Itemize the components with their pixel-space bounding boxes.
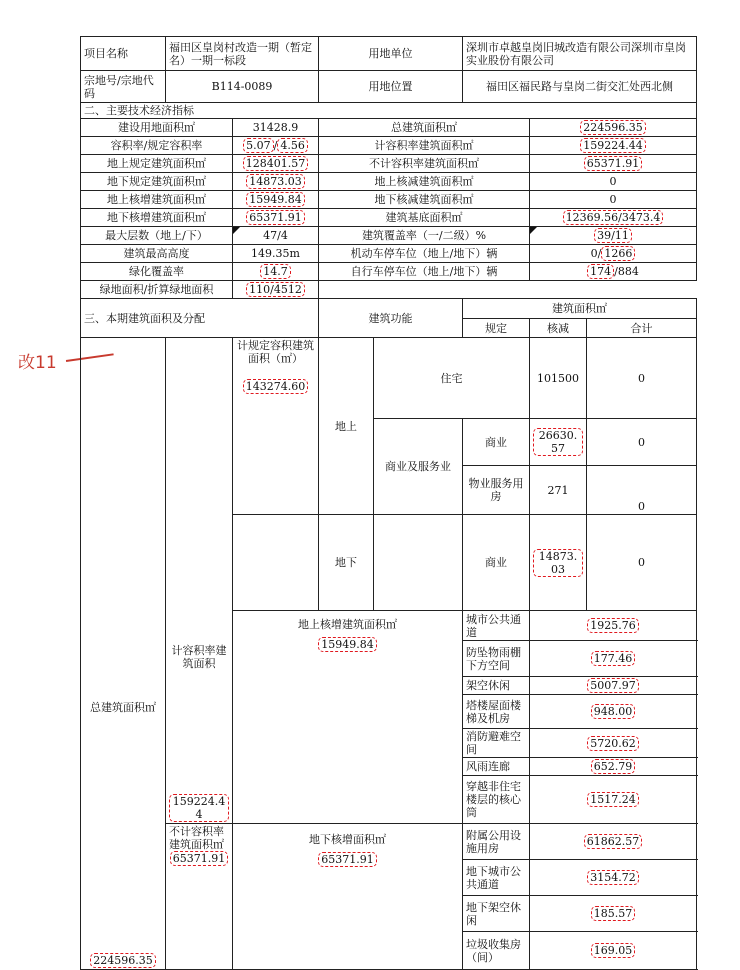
indicator-value: 174 /884 [530,263,697,281]
planned-col-header: 规定 [463,319,530,338]
indicator-key: 建筑基底面积㎡ [319,209,530,227]
indicator-key: 地下核减建筑面积㎡ [319,191,530,209]
indicator-value: 31428.9 [233,119,319,137]
indicator-value: 65371.91 [530,155,697,173]
above-item-name: 塔楼屋面楼梯及机房 [463,695,530,729]
indicator-value: 149.35m [233,245,319,263]
below-item-name: 附属公用设施用房 [463,824,530,860]
indicator-value: 14.7 [233,263,319,281]
property-label: 物业服务用房 [463,466,530,515]
indicator-key: 绿地面积/折算绿地面积 [81,281,233,299]
indicator-value: 39/11 [530,227,697,245]
total-area-cell: 总建筑面积㎡ 224596.35 [81,338,166,970]
total-col-header: 合计 [587,319,697,338]
above-increase-cell: 地上核增建筑面积㎡ 15949.84 [233,611,463,824]
indicator-key: 建设用地面积㎡ [81,119,233,137]
land-unit-label: 用地单位 [319,37,463,71]
residential-planned: 101500 [530,338,587,419]
indicator-key: 建筑最高高度 [81,245,233,263]
reduce-col-header: 核减 [530,319,587,338]
residential-label: 住宅 [374,338,530,419]
below-item-name: 地下城市公共通道 [463,860,530,896]
above-item-name: 防坠物雨棚下方空间 [463,641,530,677]
below-item-value: 185.57 [530,896,697,932]
above-item-value: 652.79 [530,758,697,776]
indicator-value: 12369.56/3473.4 [530,209,697,227]
below-item-name: 垃圾收集房（间） [463,932,530,970]
indicator-value: 159224.44 [530,137,697,155]
below-commercial-reduce: 0 [587,515,697,611]
commercial-label: 商业 [463,419,530,466]
blank-cell [319,281,697,299]
indicator-form [80,36,696,970]
indicator-table [80,36,697,970]
commercial-planned: 26630.57 [530,419,587,466]
land-unit-value: 深圳市卓越皇岗旧城改造有限公司深圳市皇岗实业股份有限公司 [463,37,697,71]
indicator-value: 224596.35 [530,119,697,137]
section2-title: 二、主要技术经济指标 [81,103,697,119]
indicator-value: 14873.03 [233,173,319,191]
location-label: 用地位置 [319,71,463,103]
indicator-value: 0/ 1266 [530,245,697,263]
project-name-label: 项目名称 [81,37,166,71]
indicator-key: 建筑覆盖率（一/二级）% [319,227,530,245]
above-item-name: 风雨连廊 [463,758,530,776]
property-planned: 271 [530,466,587,515]
above-ground-label: 地上 [319,338,374,515]
below-commercial-label: 商业 [463,515,530,611]
above-item-value: 1925.76 [530,611,697,641]
uncounted-area-cell: 不计容积率建筑面积㎡ 65371.91 [166,824,233,970]
indicator-key: 地下核增建筑面积㎡ [81,209,233,227]
function-header: 建筑功能 [319,299,463,338]
area-header: 建筑面积㎡ [463,299,697,319]
below-commercial-planned: 14873.03 [530,515,587,611]
commercial-reduce: 0 [587,419,697,466]
indicator-key: 机动车停车位（地上/地下）辆 [319,245,530,263]
indicator-key: 不计容积率建筑面积㎡ [319,155,530,173]
above-item-name: 架空休闲 [463,677,530,695]
property-reduce: 0 [587,466,697,515]
above-item-name: 穿越非住宅楼层的核心筒 [463,776,530,824]
location-value: 福田区福民路与皇岗二街交汇处西北侧 [463,71,697,103]
indicator-value: 15949.84 [233,191,319,209]
above-item-value: 177.46 [530,641,697,677]
indicator-value: 0 [530,191,697,209]
parcel-value: B114-0089 [166,71,319,103]
indicator-value: 47/4 [233,227,319,245]
indicator-key: 容积率/规定容积率 [81,137,233,155]
indicator-value: 65371.91 [233,209,319,227]
above-item-name: 消防避难空间 [463,729,530,758]
indicator-key: 绿化覆盖率 [81,263,233,281]
indicator-value: 5.07 / 4.56 [233,137,319,155]
indicator-key: 最大层数（地上/下） [81,227,233,245]
residential-reduce: 0 [587,338,697,419]
above-item-value: 1517.24 [530,776,697,824]
indicator-key: 地上规定建筑面积㎡ [81,155,233,173]
above-item-value: 948.00 [530,695,697,729]
above-item-value: 5007.97 [530,677,697,695]
handwritten-revision-note: 改11 [18,353,57,373]
below-ground-label: 地下 [319,515,374,611]
below-increase-cell: 地下核增面积㎡ 65371.91 [233,824,463,970]
indicator-value: 128401.57 [233,155,319,173]
counted-area-cell: 计容积率建筑面积 159224.44 [166,338,233,824]
planned-counted-cell: 计规定容积建筑面积（㎡） 143274.60 [233,338,319,515]
above-item-name: 城市公共通道 [463,611,530,641]
indicator-key: 地上核减建筑面积㎡ [319,173,530,191]
parcel-label: 宗地号/宗地代码 [81,71,166,103]
below-item-name: 地下架空休闲 [463,896,530,932]
section3-title: 三、本期建筑面积及分配 [81,299,319,338]
below-item-value: 61862.57 [530,824,697,860]
indicator-key: 地上核增建筑面积㎡ [81,191,233,209]
indicator-key: 自行车停车位（地上/地下）辆 [319,263,530,281]
above-item-value: 5720.62 [530,729,697,758]
blank-cell [233,515,319,611]
indicator-value: 110/4512 [233,281,319,299]
below-item-value: 3154.72 [530,860,697,896]
indicator-value: 0 [530,173,697,191]
below-item-value: 169.05 [530,932,697,970]
project-name-value: 福田区皇岗村改造一期（暂定名）一期一标段 [166,37,319,71]
indicator-key: 总建筑面积㎡ [319,119,530,137]
indicator-key: 地下规定建筑面积㎡ [81,173,233,191]
business-group-label: 商业及服务业 [374,419,463,515]
blank-cell [374,515,463,611]
indicator-key: 计容积率建筑面积㎡ [319,137,530,155]
